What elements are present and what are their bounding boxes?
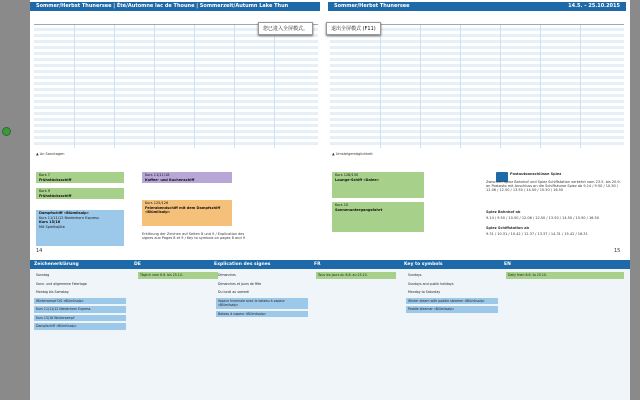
- legend-col-en: Sundays Sundays and public holidays Monday to Saturday Winter steam with paddle steamer «Blümlisalp» Paddle steamer «Blümlisalp»: [406, 272, 498, 315]
- transfer-note: ▲ Umsteigemöglichkeit: [332, 152, 373, 156]
- box-kurs-10: Kurs 10 Sonnenuntergangsfahrt: [332, 202, 424, 232]
- legend-header-fr: FR: [310, 260, 400, 269]
- legend-header-en-title: Key to symbols: [400, 260, 500, 269]
- right-page-dates: 14.5. – 25.10.2015: [568, 3, 620, 9]
- post-bus-text: Zwischen Spiez Bahnhof und Spiez Schiffstation verkehrt vom 23.5. bis 20.9. an Postauto mit Anschluss an die Schiffskurse Spiez ab 9.14 / 9.50 / 10.50 / 12.06 / 12.50 / 13.50 / 14.50 / 15.50 / 16.50: [486, 180, 621, 192]
- left-page-title: Sommer/Herbst Thunersee | Été/Automne lac de Thoune | Sommerzeit/Autumn Lake Thun: [36, 3, 289, 9]
- legend-header-de-title: Zeichenerklärung: [30, 260, 130, 269]
- legend-header-de: DE: [130, 260, 210, 269]
- legend-col-en-2: Daily from 6.6. to 25.10.: [506, 272, 624, 281]
- box-kurs-11: Kurs 11/11/18 Kaffee- und Kuchenschiff: [142, 172, 232, 183]
- legend-col-fr: Dimanches Dimanches et jours de fête Du lundi au samedi Vapeur hivernale avec le bateau à vapeur «Blümlisalp» Bateau à vapeur «Blümlisalp»: [216, 272, 308, 319]
- legend-col-fr-2: Tous les jours du 6.6. au 25.10.: [316, 272, 396, 281]
- spiez-bahnhof-times: 9.14 / 9.50 / 10.50 / 12.06 / 12.50 / 13.50 / 14.50 / 15.50 / 16.50: [486, 216, 599, 220]
- legend-header-en: EN: [500, 260, 630, 269]
- right-page-number: 15: [614, 248, 621, 254]
- post-bus-title: Postautoanschlüsse Spiez: [510, 172, 562, 176]
- legend-col-de-2: Täglich vom 6.6. bis 25.10.: [138, 272, 218, 281]
- right-timetable: [330, 24, 624, 148]
- box-dampfschiff: Dampfschiff «Blümlisalp» Kurs 11/11/12 Niederhorn Express Kurs 15/16 Mit Spielkajüte: [36, 210, 124, 246]
- left-timetable: [34, 24, 318, 148]
- right-page-header: [328, 2, 626, 11]
- spiez-schiff-title: Spiez Schiffstation ab: [486, 226, 529, 230]
- box-kurs-125: Kurs 125/126 Feierabendschiff mit dem Dampfschiff «Blümlisalp»: [142, 200, 232, 226]
- left-page-header: [30, 2, 320, 11]
- box-kurs-9: Kurs 9 Frühstücksschiff: [36, 188, 124, 199]
- spiez-bahnhof-title: Spiez Bahnhof ab: [486, 210, 521, 214]
- legend-section: [30, 260, 630, 400]
- box-kurs-7: Kurs 7 Frühstücksschiff: [36, 172, 124, 183]
- side-navigation-button[interactable]: [2, 127, 11, 136]
- right-page-title: Sommer/Herbst Thunersee: [334, 3, 410, 9]
- legend-header-fr-title: Explication des signes: [210, 260, 310, 269]
- symbol-explanation: Erklärung der Zeichen auf Seiten 8 und 9 / Explication des signes aux Pages 8 et 9 / Key to symbols on pages 8 and 9: [142, 232, 245, 240]
- exit-fullscreen-tooltip[interactable]: 退出全屏模式 (F11): [326, 22, 381, 35]
- document-page: [30, 0, 630, 400]
- spiez-schiff-times: 9.31 / 10.31 / 10.42 / 12.37 / 13.37 / 14.31 / 15.42 / 16.31: [486, 232, 588, 236]
- left-page-number: 14: [36, 248, 43, 254]
- sunday-note: ▲ An Sonntagen: [36, 152, 65, 156]
- fullscreen-tooltip: 您已进入全屏模式。: [258, 22, 313, 35]
- legend-col-de: Sonntag Sonn- und allgemeine Feiertage Montag bis Samstag Wintersampf DG «Blümlisalp» Kurs 11/11/12 Niederhorn Express Kurs 15/16 Wintersampf Dampfschiff «Blümlisalp»: [34, 272, 126, 332]
- box-kurs-126: Kurs 126/130 Lounge-Schiff «Dalee»: [332, 172, 424, 198]
